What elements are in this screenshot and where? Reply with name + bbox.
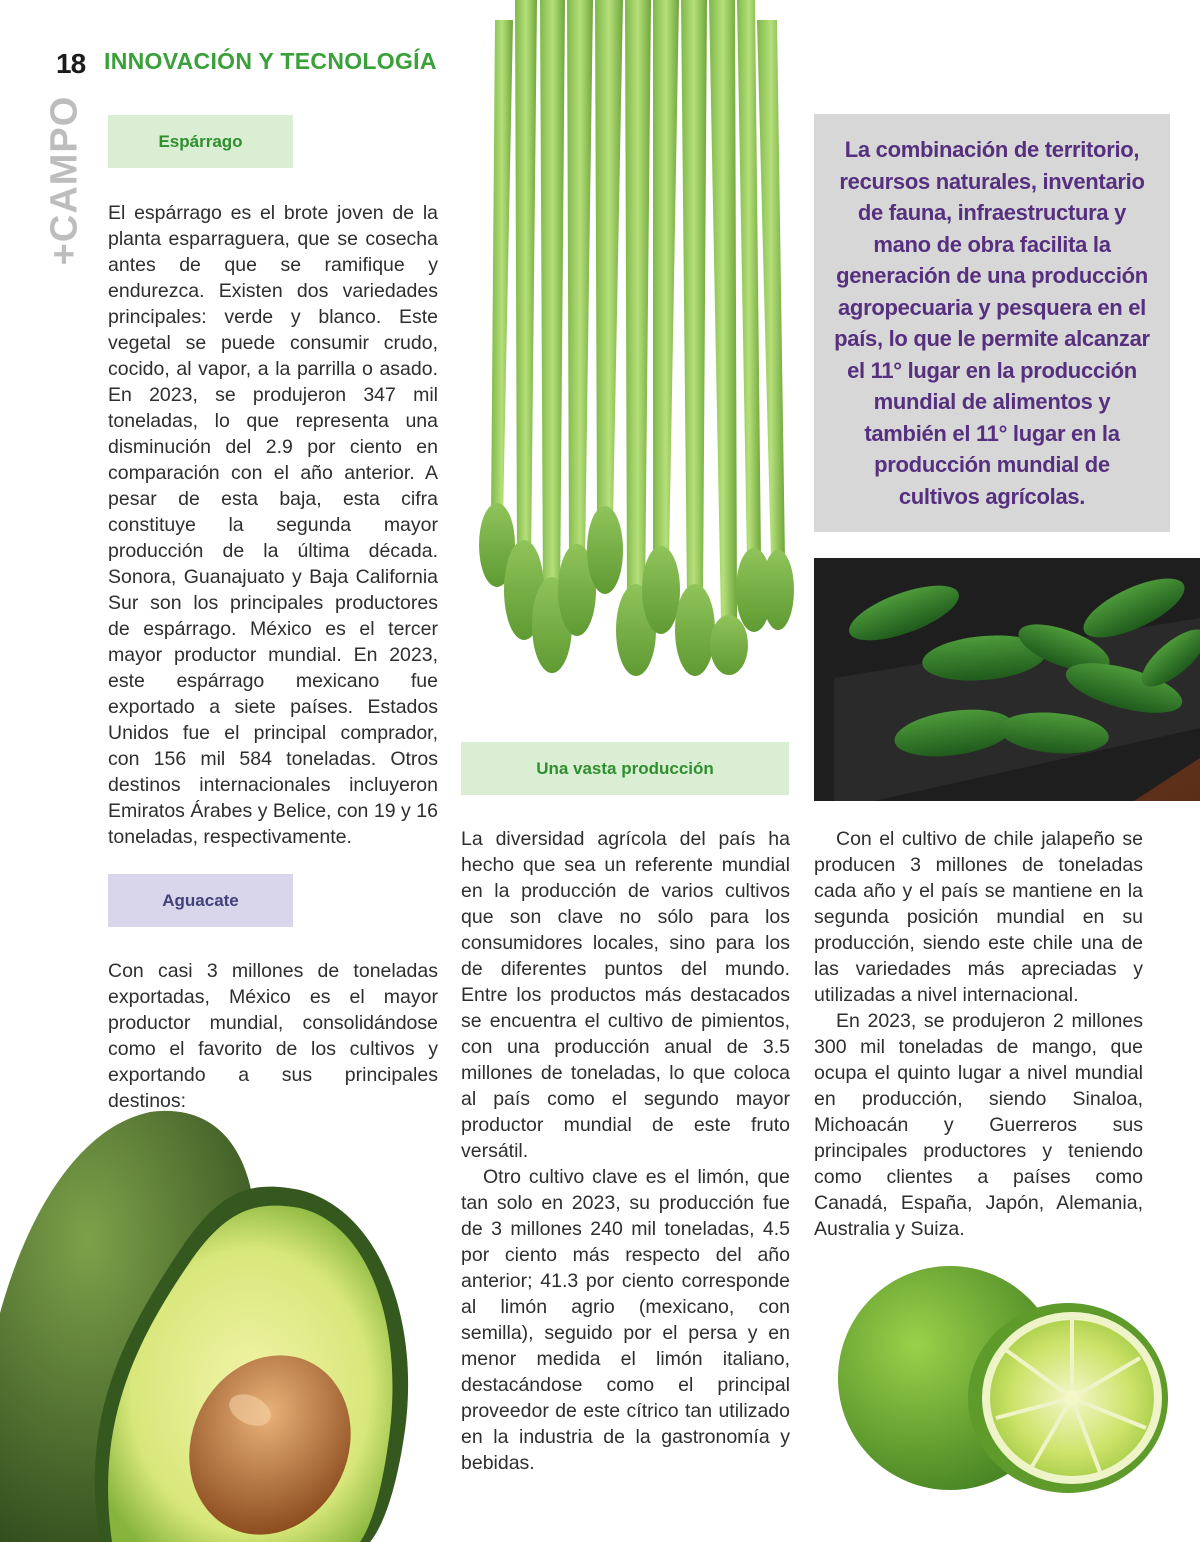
aguacate-paragraph: Con casi 3 millones de toneladas exportadas, México es el mayor productor mundial, consolidándose como el favorito de los cultivos y exportando a sus principales destinos:: [108, 960, 438, 1112]
aguacate-text: [108, 958, 438, 1114]
asparagus-photo: [455, 0, 800, 680]
produccion-text: [461, 826, 790, 1476]
produccion-paragraph-1: La diversidad agrícola del país ha hecho que sea un referente mundial en la producción de varios cultivos que son clave no sólo para los consumidores locales, sino para los de diferentes puntos del mundo. Entre los productos más destacados se encuentra el cultivo de pimientos, con una producción anual de 3.5 millones de toneladas, lo que coloca al país como el segundo mayor productor mundial de este fruto versátil.: [461, 828, 790, 1162]
esparrago-heading: Espárrago: [108, 115, 293, 168]
mango-paragraph: En 2023, se produjeron 2 millones 300 mil toneladas de mango, que ocupa el quinto lugar a nivel mundial en producción, siendo Sinaloa, Michoacán y Guerreros sus principales productores y teniendo como clientes a países como Canadá, España, Japón, Alemania, Australia y Suiza.: [814, 1010, 1143, 1240]
jalapeno-photo: [814, 558, 1200, 801]
pull-quote-text: La combinación de territorio, recursos naturales, inventario de fauna, infraestructura y mano de obra facilita la generación de una producción agropecuaria y pesquera en el país, lo que le permite alcanzar el 11° lugar en la producción mundial de alimentos y también el 11° lugar en la producción mundial de cultivos agrícolas.: [834, 137, 1150, 509]
brand-text: +CAMPO: [43, 95, 86, 265]
aguacate-heading: Aguacate: [108, 874, 293, 927]
pull-quote-box: [814, 114, 1170, 532]
produccion-heading: Una vasta producción: [461, 742, 789, 795]
esparrago-text: [108, 200, 438, 850]
page-number: 18: [56, 48, 86, 79]
lime-photo: [830, 1258, 1170, 1503]
section-title: INNOVACIÓN Y TECNOLOGÍA: [104, 48, 437, 74]
brand-vertical-label: [40, 96, 90, 264]
produccion-paragraph-2: Otro cultivo clave es el limón, que tan solo en 2023, su producción fue de 3 millones 240 mil toneladas, 4.5 por ciento más respecto del año anterior; 41.3 por ciento corresponde al limón agrio (mexicano, con semilla), seguido por el persa y en menor medida el limón italiano, destacándose como el principal proveedor de este cítrico tan utilizado en la industria de la gastronomía y bebidas.: [461, 1166, 790, 1474]
chile-paragraph: Con el cultivo de chile jalapeño se producen 3 millones de toneladas cada año y el país se mantiene en la segunda posición mundial en su producción, siendo este chile una de las variedades más apreciadas y utilizadas a nivel internacional.: [814, 828, 1143, 1006]
chile-mango-text: [814, 826, 1143, 1242]
esparrago-paragraph: El espárrago es el brote joven de la planta esparraguera, que se cosecha antes de que se ramifique y endurezca. Existen dos variedades principales: verde y blanco. Este vegetal se puede consumir crudo, cocido, al vapor, a la parrilla o asado. En 2023, se produjeron 347 mil toneladas, lo que representa una disminución del 2.9 por ciento en comparación con el año anterior. A pesar de esta baja, esta cifra constituye la segunda mayor producción de la última década. Sonora, Guanajuato y Baja California Sur son los principales productores de espárrago. México es el tercer mayor productor mundial. En 2023, este espárrago mexicano fue exportado a siete países. Estados Unidos fue el principal comprador, con 156 mil 584 toneladas. Otros destinos internacionales incluyeron Emiratos Árabes y Belice, con 19 y 16 toneladas, respectivamente.: [108, 202, 438, 848]
avocado-photo: [0, 1100, 420, 1542]
